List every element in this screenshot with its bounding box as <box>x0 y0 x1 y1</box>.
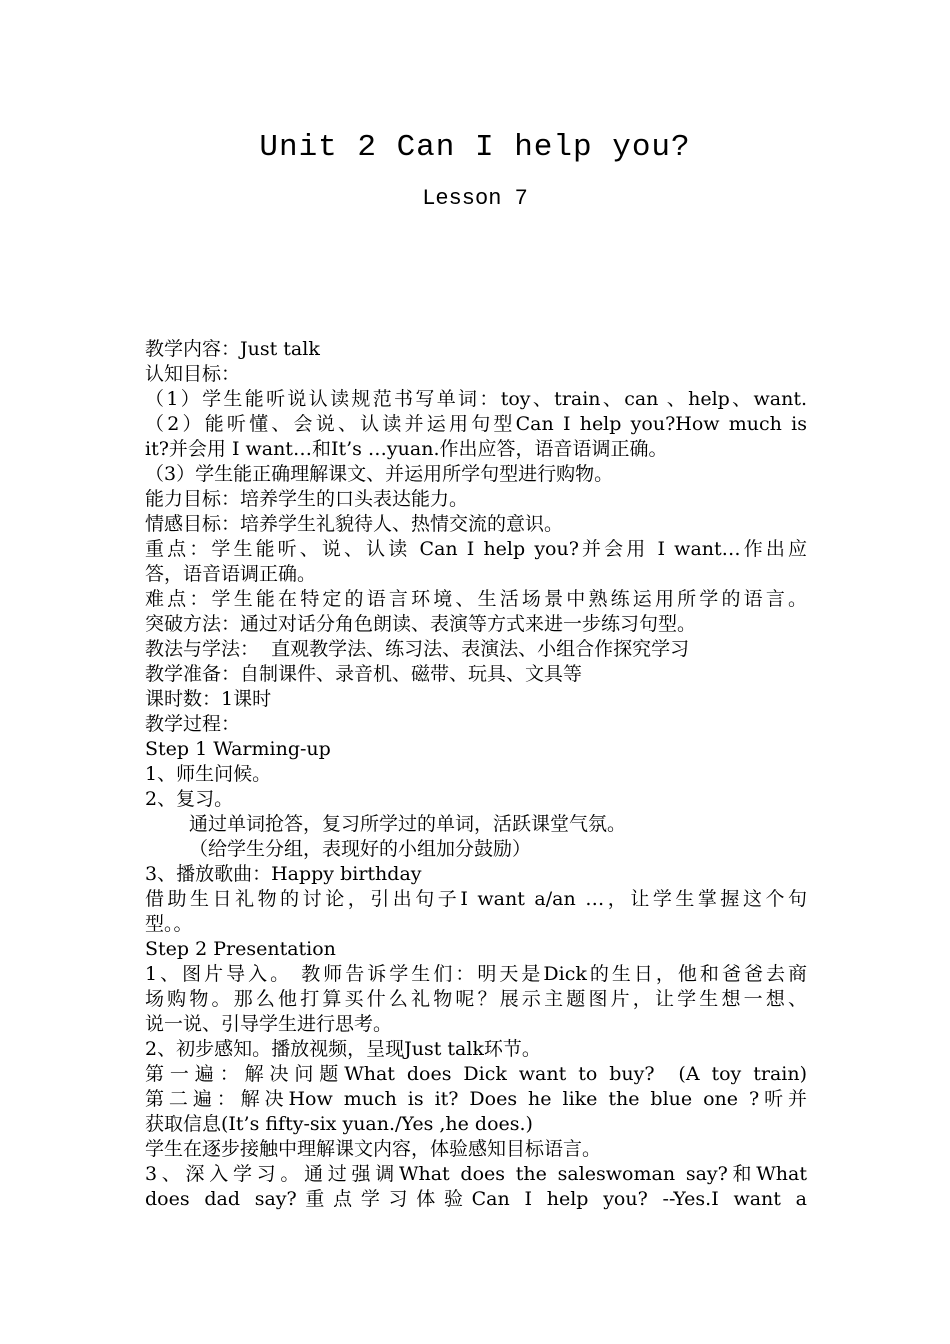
text-line: 3、深入学习。通过强调What does the saleswoman say?和What <box>145 1163 807 1185</box>
text-line: 教学准备：自制课件、录音机、磁带、玩具、文具等 <box>145 663 583 685</box>
text-line: 突破方法：通过对话分角色朗读、表演等方式来进一步练习句型。 <box>145 613 697 635</box>
text-line: 3、播放歌曲：Happy birthday <box>145 863 422 885</box>
step-heading: Step 1 Warming-up <box>145 738 331 760</box>
text-line: it?并会用 I want…和It’s …yuan.作出应答，语音语调正确。 <box>145 438 668 460</box>
text-line: 认知目标： <box>145 363 241 385</box>
step-heading: Step 2 Presentation <box>145 938 336 960</box>
text-line: does dad say?重点学习体验Can I help you? --Yes.I want a <box>145 1188 807 1210</box>
text-line: （2）能听懂、会说、认读并运用句型Can I help you?How much is <box>145 413 807 435</box>
text-line: 1、师生问候。 <box>145 763 272 785</box>
text-line: 课时数：1课时 <box>145 688 272 710</box>
text-line: 情感目标：培养学生礼貌待人、热情交流的意识。 <box>145 513 564 535</box>
text-line: 教法与学法： 直观教学法、练习法、表演法、小组合作探究学习 <box>145 638 690 660</box>
text-line: （给学生分组，表现好的小组加分鼓励） <box>189 838 532 860</box>
text-line: 第二遍：解决How much is it? Does he like the blue one ?听并 <box>145 1088 807 1110</box>
text-line: （1）学生能听说认读规范书写单词：toy、train、can 、help、want. <box>145 388 807 410</box>
text-line: 学生在逐步接触中理解课文内容，体验感知目标语言。 <box>145 1138 602 1160</box>
text-line: 借助生日礼物的讨论，引出句子I want a/an …，让学生掌握这个句 <box>145 888 807 910</box>
lesson-subtitle: Lesson 7 <box>422 186 528 211</box>
document-body <box>145 337 807 1212</box>
text-line: 第一遍：解决问题What does Dick want to buy? (A toy train) <box>145 1063 807 1085</box>
text-line: 2、初步感知。播放视频，呈现Just talk环节。 <box>145 1038 541 1060</box>
text-line: 教学过程： <box>145 713 241 735</box>
text-line: 型。。 <box>145 913 193 935</box>
text-line: （3）学生能正确理解课文、并运用所学句型进行购物。 <box>145 463 614 485</box>
text-line: 重点：学生能听、说、认读 Can I help you?并会用 I want…作出应 <box>145 538 807 560</box>
document-title: Unit 2 Can I help you? <box>259 130 691 165</box>
text-line: 通过单词抢答，复习所学过的单词，活跃课堂气氛。 <box>189 813 627 835</box>
text-line: 能力目标：培养学生的口头表达能力。 <box>145 488 469 510</box>
text-line: 获取信息(It’s fifty-six yuan./Yes ,he does.) <box>145 1113 533 1135</box>
text-line: 2、复习。 <box>145 788 234 810</box>
text-line: 1、图片导入。 教师告诉学生们：明天是Dick的生日，他和爸爸去商 <box>145 963 807 985</box>
text-line: 场购物。那么他打算买什么礼物呢？展示主题图片，让学生想一想、 <box>145 988 807 1010</box>
text-line: 答，语音语调正确。 <box>145 563 317 585</box>
text-line: 教学内容：Just talk <box>145 338 320 360</box>
text-line: 说一说、引导学生进行思考。 <box>145 1013 393 1035</box>
text-line: 难点：学生能在特定的语言环境、生活场景中熟练运用所学的语言。 <box>145 588 807 610</box>
